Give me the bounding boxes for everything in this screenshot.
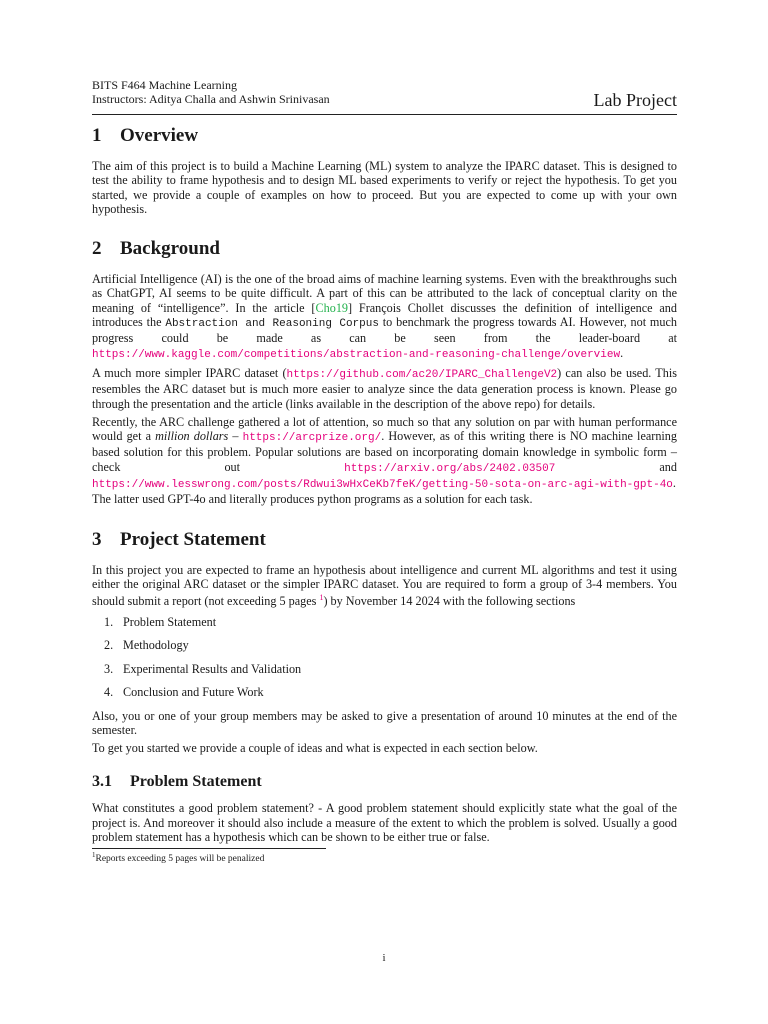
subsection-problem-statement-heading: 3.1 Problem Statement bbox=[92, 773, 262, 791]
document-type: Lab Project bbox=[593, 90, 677, 110]
background-paragraph-3: Recently, the ARC challenge gathered a lot of attention, so much so that any solution on par with human performance would get a million dollars – https://arcprize.org/. However, as of this writing there is NO machine learning based solution for this problem. Popular solutions are based on incorporating domain knowledge in symbolic form – check out https://arxiv.org/abs/2402.03507 and https://www.lesswrong.com/posts/Rdwui3wHxCeKb7feK/getting-50-sota-on-arc-agi-with-gpt-4o. The latter used GPT-4o and literally produces python programs as a solution for each task. bbox=[92, 414, 677, 507]
iparc-github-link[interactable]: https://github.com/ac20/IPARC_ChallengeV2 bbox=[286, 368, 558, 381]
lesswrong-link[interactable]: https://www.lesswrong.com/posts/Rdwui3wHxCeKb7feK/getting-50-sota-on-arc-agi-with-gpt-4o bbox=[92, 479, 673, 492]
problem-statement-paragraph: What constitutes a good problem statement? - A good problem statement should explicitly state what the goal of the project is. And moreover it should also include a measure of the extent to which the problem is solved. Usually a good problem statement has a hypothesis which can be shown to be either true or false. bbox=[92, 801, 677, 845]
section-overview-heading: 1 Overview bbox=[92, 125, 199, 146]
course-name: BITS F464 Machine Learning bbox=[92, 78, 237, 92]
footnote-ref[interactable]: 1 bbox=[319, 593, 324, 603]
corpus-name: Abstraction and Reasoning Corpus bbox=[165, 318, 379, 331]
page-header bbox=[92, 78, 677, 114]
list-item: 2. Methodology bbox=[104, 638, 189, 653]
page-number: i bbox=[382, 952, 386, 964]
project-statement-paragraph-2: Also, you or one of your group members may be asked to give a presentation of around 10 minutes at the end of the semester. bbox=[92, 708, 677, 737]
list-item: 4. Conclusion and Future Work bbox=[104, 685, 264, 700]
section-project-statement-heading: 3 Project Statement bbox=[92, 528, 266, 550]
arcprize-link[interactable]: https://arcprize.org/ bbox=[242, 432, 382, 445]
report-sections-list bbox=[92, 615, 677, 700]
overview-paragraph: The aim of this project is to build a Machine Learning (ML) system to analyze the IPARC dataset. This is designed to test the ability to frame hypothesis and to design ML based experiments to verify or reject the hypothesis. To get you started, we provide a couple of examples on how to proceed. But you are expected to come up with your own hypothesis. bbox=[92, 159, 677, 216]
project-statement-paragraph-1: In this project you are expected to frame an hypothesis about intelligence and current ML algorithms and test it using either the original ARC dataset or the simpler IPARC dataset. You are required to form a group of 3-4 members. You should submit a report (not exceeding 5 pages $^1$) by November 14 2024 with the following sections bbox=[92, 562, 677, 609]
kaggle-link[interactable]: https://www.kaggle.com/competitions/abstraction-and-reasoning-challenge/overview bbox=[92, 348, 621, 361]
background-paragraph-1: Artificial Intelligence (AI) is the one of the broad aims of machine learning systems. Even with the breakthroughs such as ChatGPT, AI seems to be quite difficult. A part of this can be attributed to the lack of conceptual clarity on the meaning of “intelligence”. In the article [Cho19] François Chollet discusses the definition of intelligence and introduces the Abstraction and Reasoning Corpus to benchmark the progress towards AI. However, not much progress could be made as can be seen from the leader-board at https://www.kaggle.com/competitions/abstraction-and-reasoning-challenge/overview. bbox=[92, 272, 677, 361]
list-item: 1. Problem Statement bbox=[104, 614, 217, 629]
citation-link[interactable]: Cho19 bbox=[315, 300, 349, 315]
arxiv-link[interactable]: https://arxiv.org/abs/2402.03507 bbox=[344, 462, 556, 475]
section-background-heading: 2 Background bbox=[92, 238, 220, 260]
header-rule bbox=[92, 114, 677, 115]
background-paragraph-2: A much more simpler IPARC dataset (https://github.com/ac20/IPARC_ChallengeV2) can also be used. This resembles the ARC dataset but is much more easier to analyze since the data generation process is known. Please go through the presentation and the article (links available in the description of the above repo) for details. bbox=[92, 365, 677, 411]
project-statement-paragraph-3: To get you started we provide a couple of ideas and what is expected in each section below. bbox=[92, 741, 538, 756]
instructors-line: Instructors: Aditya Challa and Ashwin Srinivasan bbox=[92, 92, 330, 106]
footnote: $^1$Reports exceeding 5 pages will be penalized bbox=[92, 851, 265, 865]
list-item: 3. Experimental Results and Validation bbox=[104, 661, 302, 676]
document-page bbox=[92, 78, 677, 866]
